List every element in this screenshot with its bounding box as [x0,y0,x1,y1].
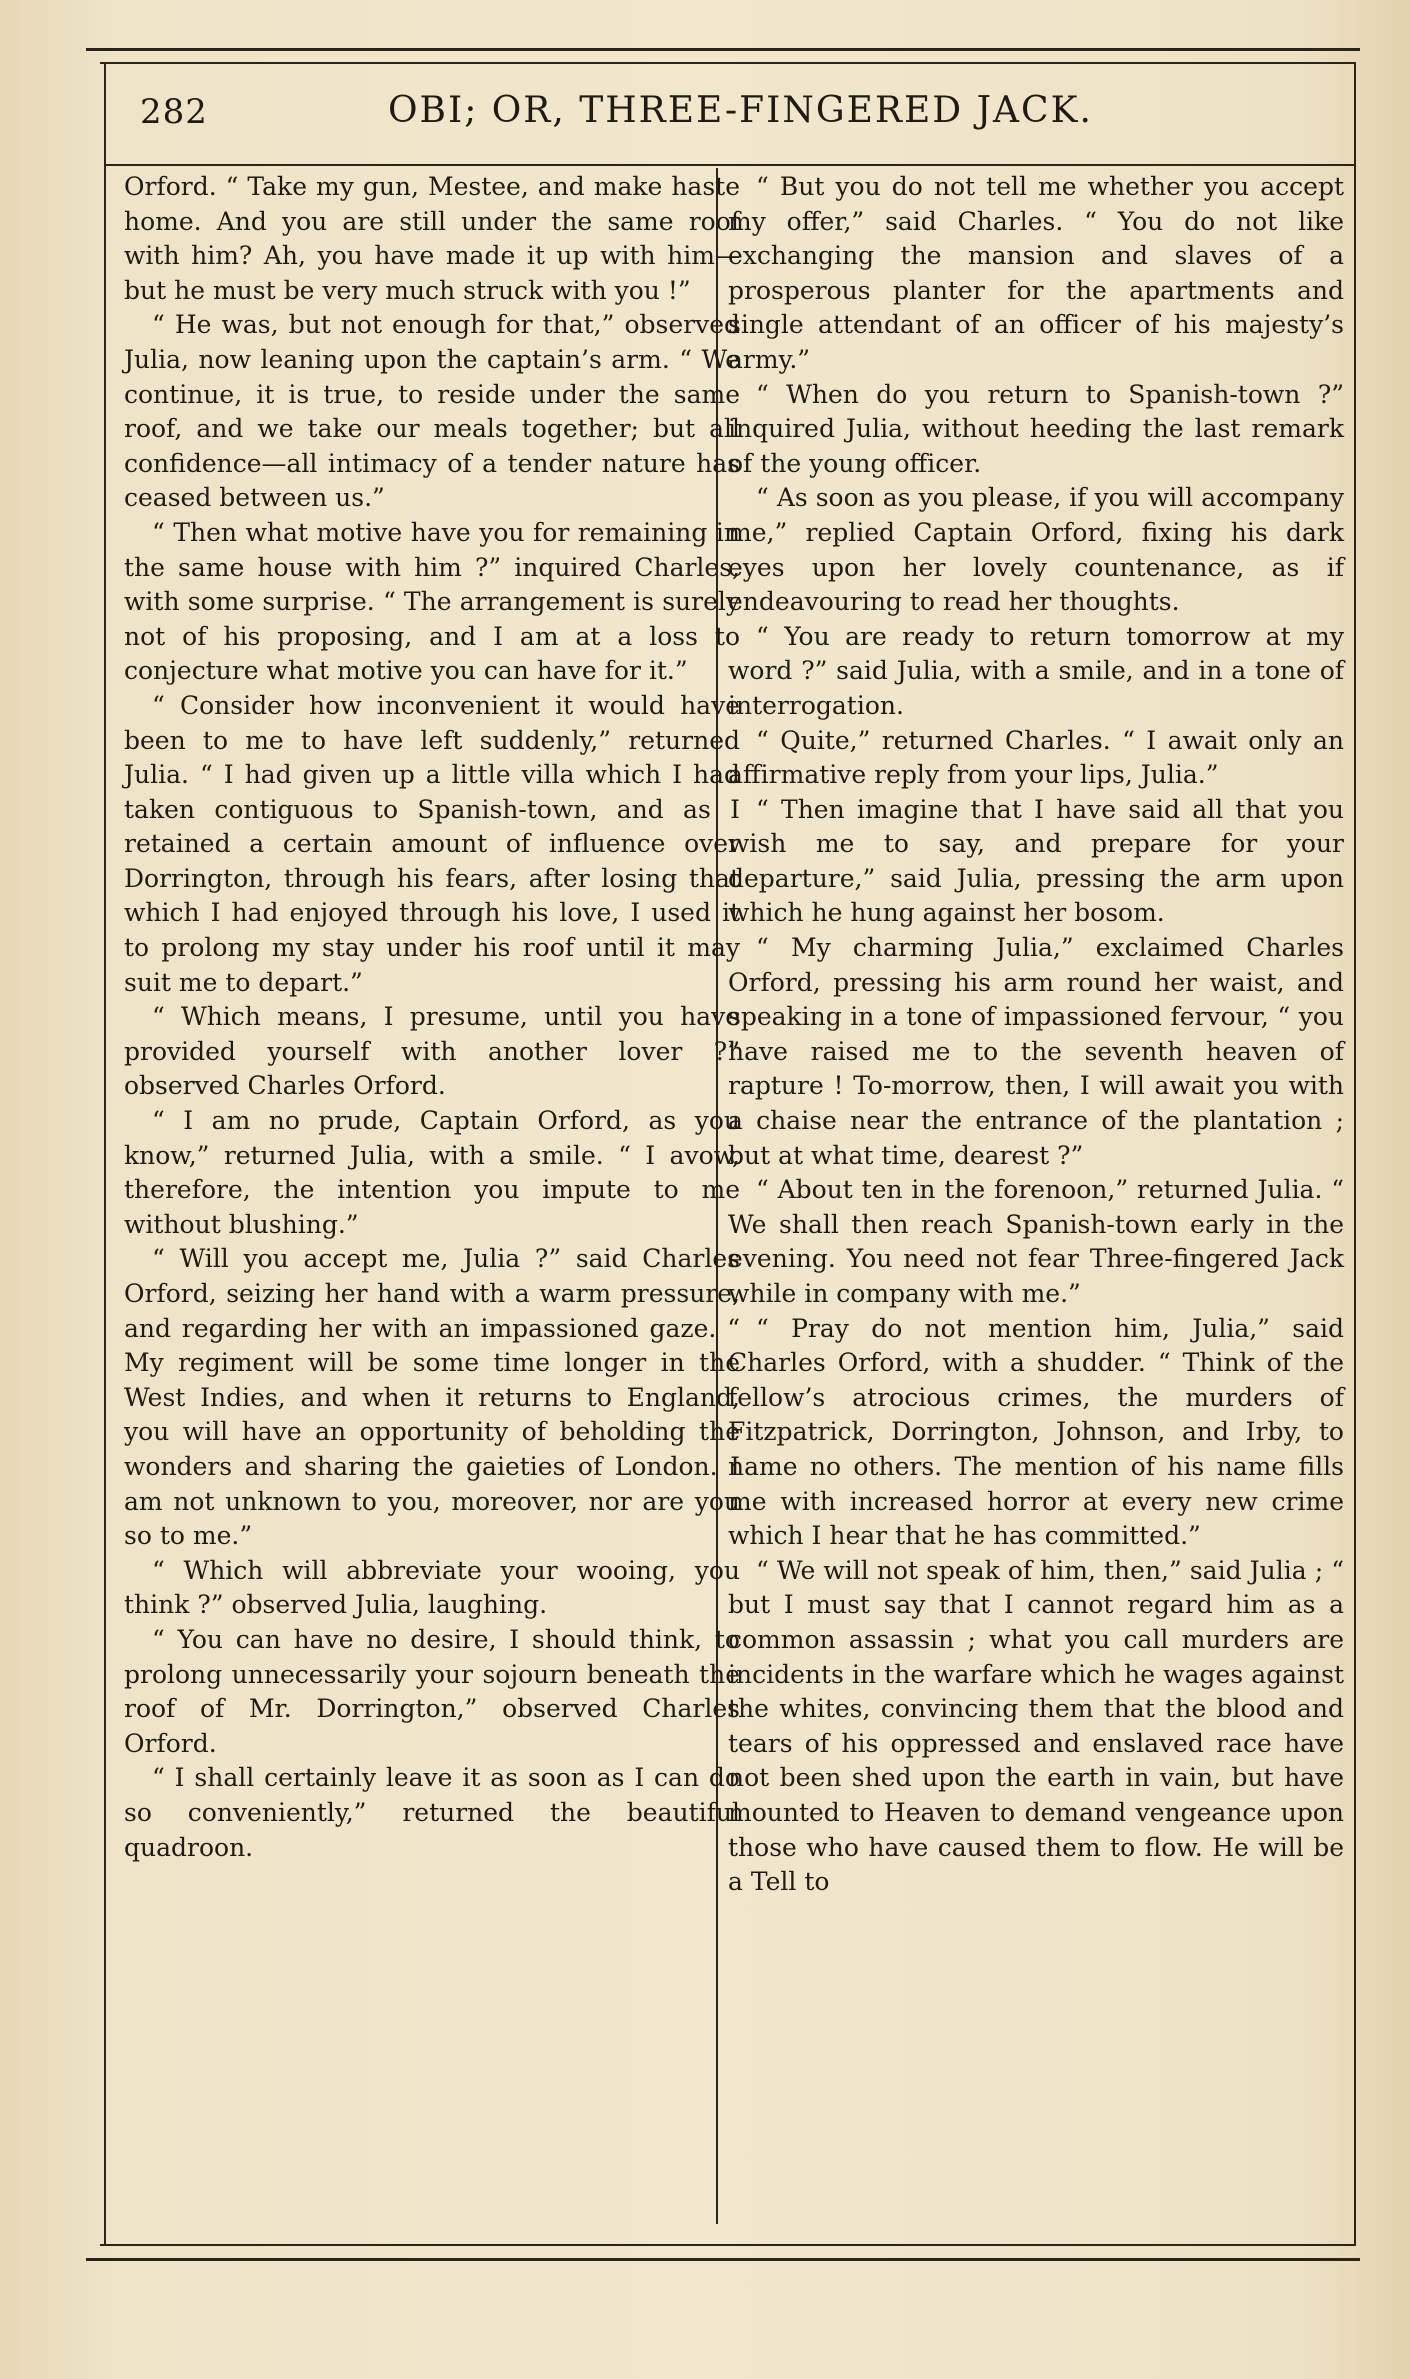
top-rule-outer [86,48,1360,51]
paragraph: “ About ten in the forenoon,” returned Julia. “ We shall then reach Spanish-town early in the evening. You need not fear Three-fingered Jack while in company with me.” [728,1175,1344,1308]
paragraph: “ Quite,” returned Charles. “ I await only an affirmative reply from your lips, Julia.” [728,725,1344,790]
paragraph: “ You can have no desire, I should think, to prolong unnecessarily your sojourn beneath the roof of Mr. Dorrington,” observed Charles Orford. [124,1624,740,1758]
paragraph: “ But you do not tell me whether you accept my offer,” said Charles. “ You do not like exchanging the mansion and slaves of a prosperous planter for the apartments and single attendant of an officer of his majesty’s army.” [728,172,1344,374]
paragraph: “ We will not speak of him, then,” said Julia ; “ but I must say that I cannot regard him as a common assassin ; what you call murders are incidents in the warfare which he wages against the whites, convincing them that the blood and tears of his oppressed and enslaved race have not been shed upon the earth in vain, but have mounted to Heaven to demand vengeance upon those who have caused them to flow. He will be a Tell to [728,1555,1344,1897]
page-header [106,84,1354,156]
right-border-rule [1354,64,1356,2244]
paragraph: Orford. “ Take my gun, Mestee, and make haste home. And you are still under the same roof with him? Ah, you have made it up with him—but he must be very much struck with you !” [124,172,740,305]
paragraph: “ Pray do not mention him, Julia,” said Charles Orford, with a shudder. “ Think of the fellow’s atrocious crimes, the murders of Fitzpatrick, Dorrington, Johnson, and Irby, to name no others. The mention of his name fills me with increased horror at every new crime which I hear that he has committed.” [728,1313,1344,1551]
paragraph: “ Which means, I presume, until you have provided yourself with another lover ?” observed Charles Orford. [124,1002,740,1101]
paragraph: “ When do you return to Spanish-town ?” inquired Julia, without heeding the last remark of the young officer. [728,379,1344,478]
paragraph: “ He was, but not enough for that,” observed Julia, now leaning upon the captain’s arm. “ We continue, it is true, to reside under the same roof, and we take our meals together; but all confidence—all intimacy of a tender nature has ceased between us.” [124,310,740,513]
paragraph: “ You are ready to return tomorrow at my word ?” said Julia, with a smile, and in a tone of interrogation. [728,621,1344,720]
paragraph: “ As soon as you please, if you will accompany me,” replied Captain Orford, fixing his dark eyes upon her lovely countenance, as if endeavouring to read her thoughts. [728,483,1344,617]
bottom-rule-outer [86,2258,1360,2261]
paragraph: “ My charming Julia,” exclaimed Charles Orford, pressing his arm round her waist, and speaking in a tone of impassioned fervour, “ you have raised me to the seventh heaven of rapture ! To-morrow, then, I will await you with a chaise near the entrance of the plantation ; but at what time, dearest ?” [728,933,1344,1170]
paragraph: “ Then imagine that I have said all that you wish me to say, and prepare for your departure,” said Julia, pressing the arm upon which he hung against her bosom. [728,794,1344,928]
paragraph: “ Consider how inconvenient it would have been to me to have left suddenly,” returned Julia. “ I had given up a little villa which I had taken contiguous to Spanish-town, and as I retained a certain amount of influence over Dorrington, through his fears, after losing that which I had enjoyed through his love, I used it to prolong my stay under his roof until it may suit me to depart.” [124,690,740,997]
left-column [124,170,740,1865]
paragraph: “ Which will abbreviate your wooing, you think ?” observed Julia, laughing. [124,1555,740,1620]
top-rule-inner [100,62,1356,64]
paragraph: “ I shall certainly leave it as soon as I can do so conveniently,” returned the beautiful quadroon. [124,1763,740,1862]
left-border-rule [104,64,106,2244]
header-rule [106,164,1354,166]
paragraph: “ Will you accept me, Julia ?” said Charles Orford, seizing her hand with a warm pressure, and regarding her with an impassioned gaze. “ My regiment will be some time longer in the West Indies, and when it returns to England, you will have an opportunity of beholding the wonders and sharing the gaieties of London. I am not unknown to you, moreover, nor are you so to me.” [124,1244,740,1551]
paragraph: “ I am no prude, Captain Orford, as you know,” returned Julia, with a smile. “ I avow, therefore, the intention you impute to me without blushing.” [124,1106,740,1239]
page-number: 282 [140,92,208,132]
right-column [728,170,1344,1900]
running-title: OBI; OR, THREE-FINGERED JACK. [388,90,1093,131]
paragraph: “ Then what motive have you for remaining in the same house with him ?” inquired Charles, with some surprise. “ The arrangement is surely not of his proposing, and I am at a loss to conjecture what motive you can have for it.” [124,517,740,686]
bottom-rule-inner [100,2244,1356,2246]
